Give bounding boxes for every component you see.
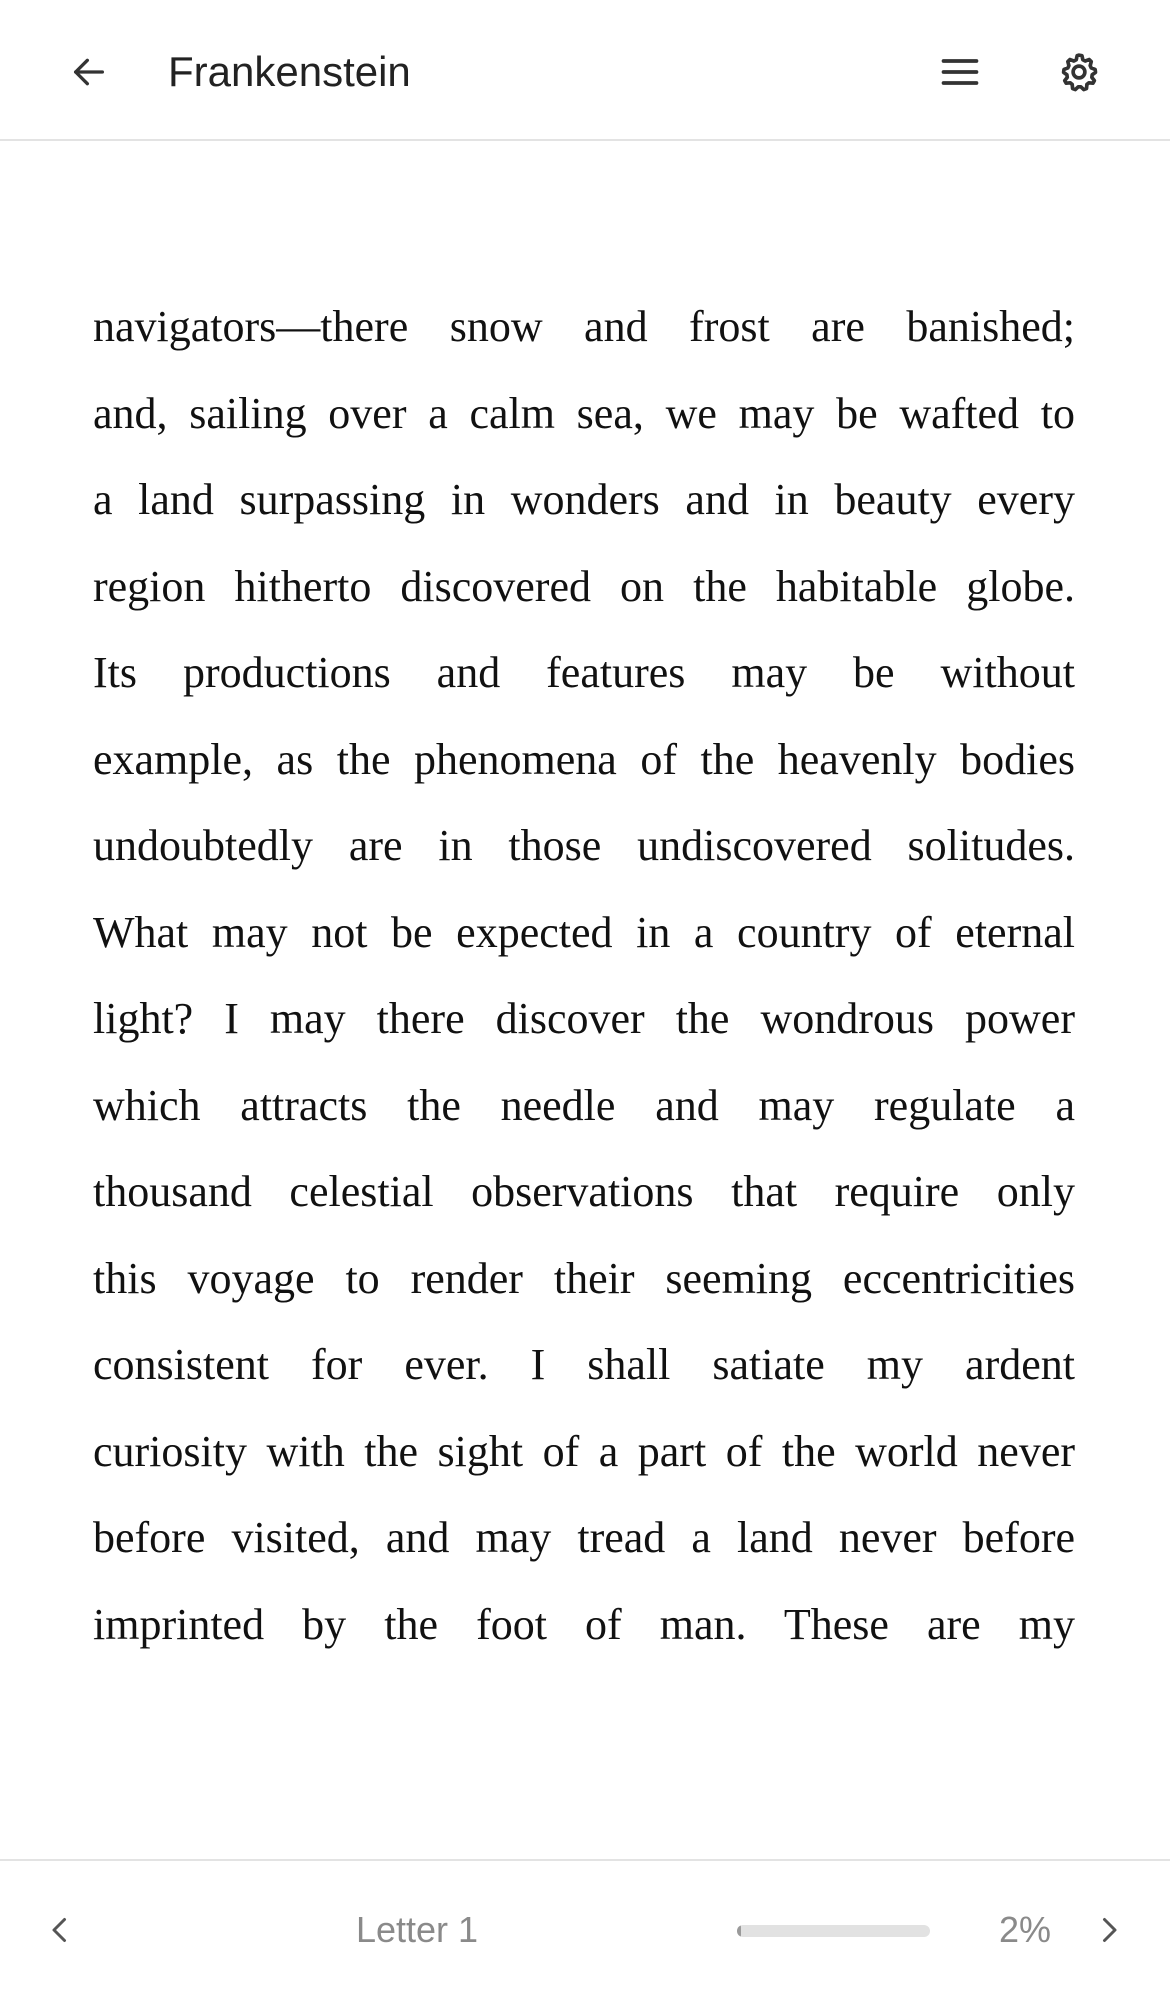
book-title: Frankenstein xyxy=(168,48,411,95)
settings-button[interactable] xyxy=(1043,36,1115,108)
previous-page-button[interactable] xyxy=(24,1894,96,1966)
text-line: a land surpassing in wonders and in beauty every xyxy=(93,475,1075,524)
chevron-right-icon xyxy=(1091,1912,1127,1948)
table-of-contents-button[interactable] xyxy=(924,36,996,108)
text-line: navigators—there snow and frost are banished; xyxy=(93,302,1075,351)
text-line: What may not be expected in a country of eternal xyxy=(93,907,1075,957)
text-line: example, as the phenomena of the heavenly bodies xyxy=(93,734,1075,784)
next-page-button[interactable] xyxy=(1073,1894,1145,1966)
text-line: region hitherto discovered on the habitable globe. xyxy=(93,561,1075,611)
text-line: before visited, and may tread a land never before xyxy=(93,1513,1075,1562)
text-line: Its productions and features may be without xyxy=(93,648,1075,697)
reading-progress-bar[interactable] xyxy=(737,1925,930,1937)
text-line: curiosity with the sight of a part of the world never xyxy=(93,1426,1075,1476)
arrow-left-icon xyxy=(69,52,109,92)
text-line: which attracts the needle and may regulate a xyxy=(93,1080,1075,1130)
progress-fill xyxy=(737,1925,741,1937)
gear-icon xyxy=(1057,50,1101,94)
back-button[interactable] xyxy=(53,36,125,108)
chapter-label[interactable]: Letter 1 xyxy=(355,1909,479,1950)
book-page-text xyxy=(93,295,1075,1679)
top-bar xyxy=(0,0,1170,141)
bottom-bar xyxy=(0,1859,1170,1992)
text-line: consistent for ever. I shall satiate my ardent xyxy=(93,1340,1075,1389)
text-line: light? I may there discover the wondrous power xyxy=(93,994,1075,1043)
chevron-left-icon xyxy=(42,1912,78,1948)
text-line: imprinted by the foot of man. These are my xyxy=(93,1599,1075,1649)
text-line: this voyage to render their seeming eccentricities xyxy=(93,1253,1075,1303)
progress-percent: 2% xyxy=(998,1909,1052,1950)
text-line: thousand celestial observations that require only xyxy=(93,1167,1075,1216)
hamburger-menu-icon xyxy=(938,50,982,94)
text-line: and, sailing over a calm sea, we may be wafted to xyxy=(93,388,1075,438)
text-line: undoubtedly are in those undiscovered solitudes. xyxy=(93,821,1075,870)
